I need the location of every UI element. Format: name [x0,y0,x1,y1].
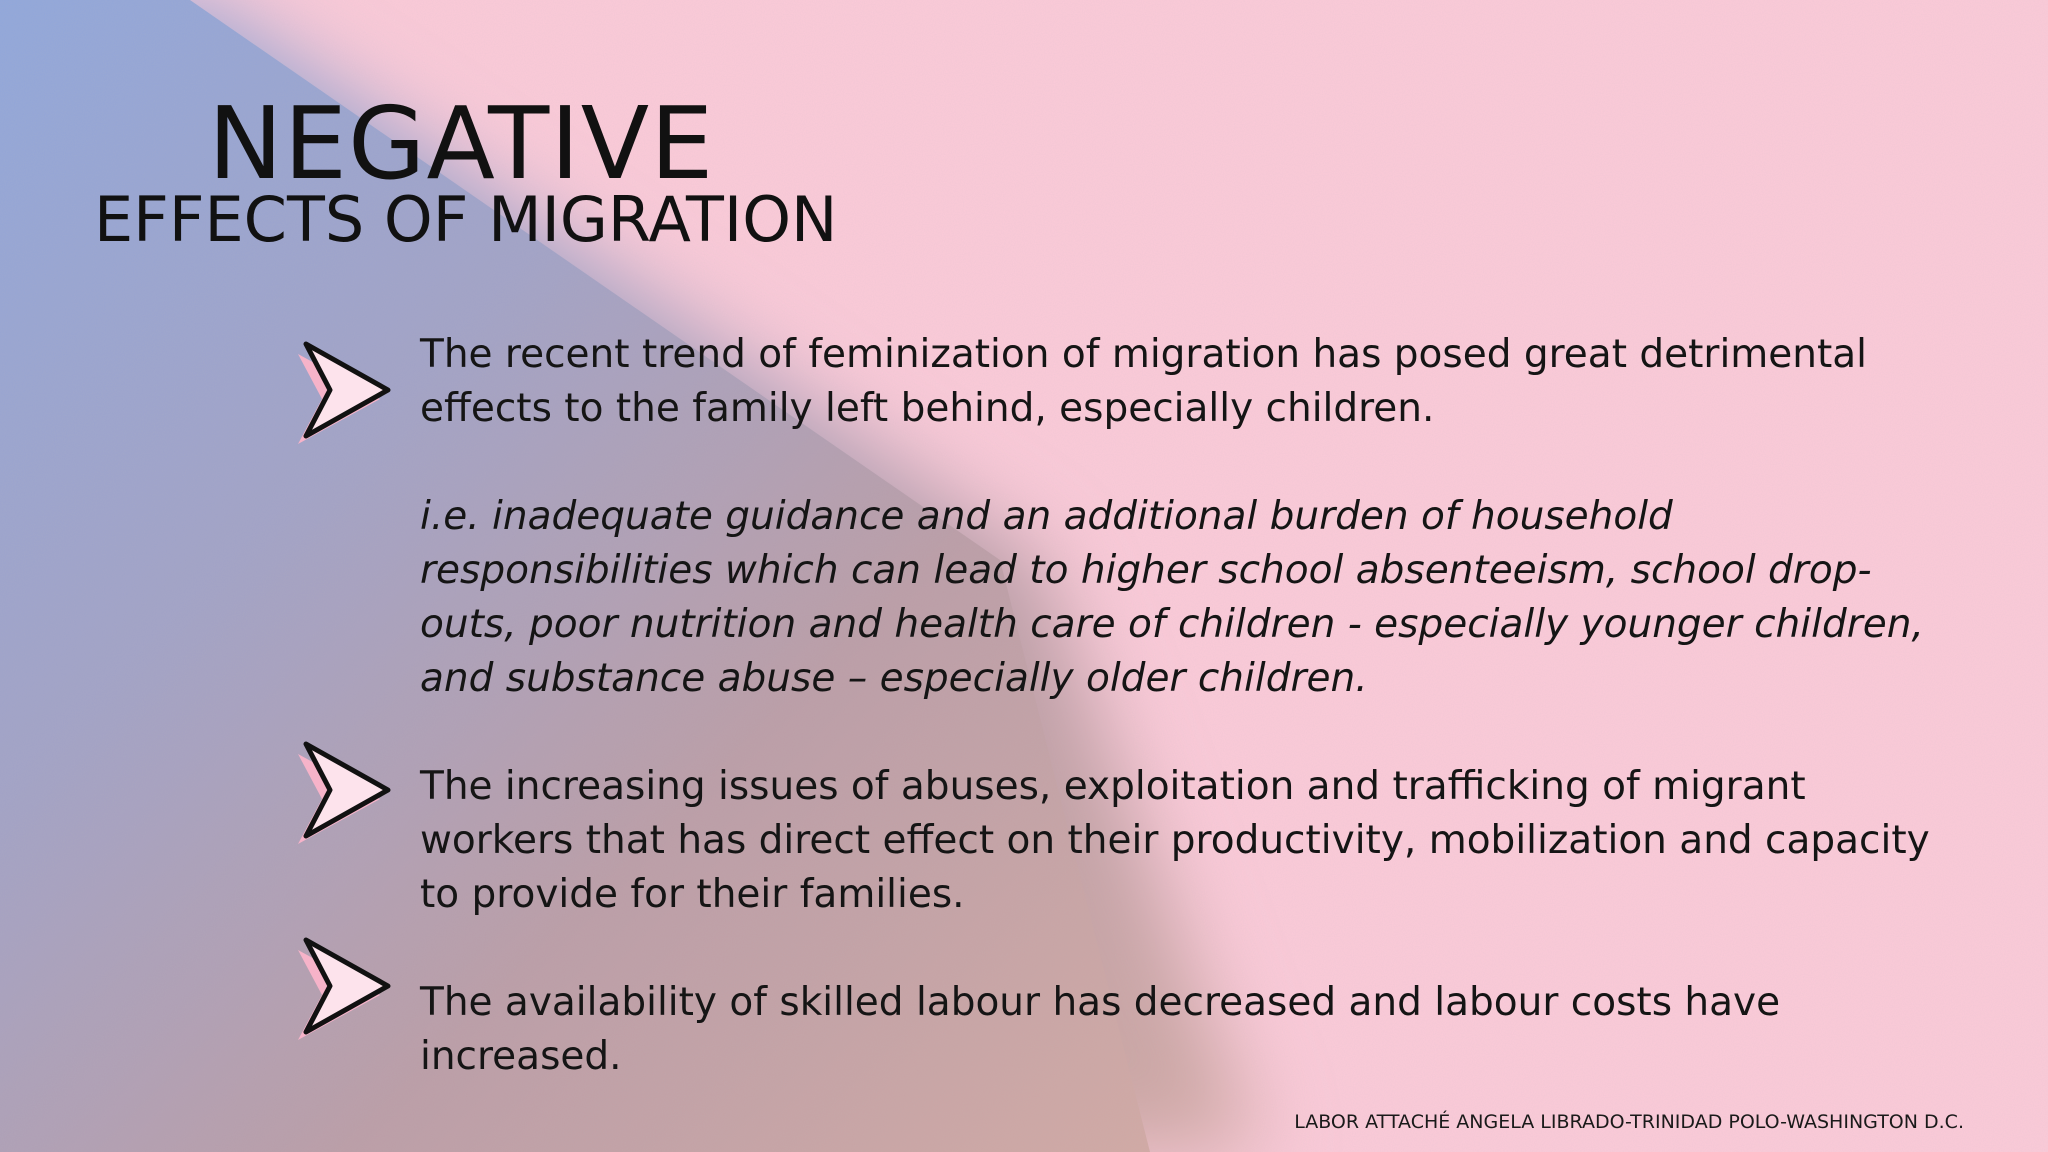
bullet-text-2: The increasing issues of abuses, exploitation and trafficking of migrant workers that has direct effect on their productivity, mobilization and capacity to provide for their families. [420,764,1930,917]
slide-subtitle: EFFECTS OF MIGRATION [94,183,838,256]
bullet-text-3: The availability of skilled labour has decreased and labour costs have increased. [420,980,1781,1079]
bullet-text-1: The recent trend of feminization of migration has posed great detrimental effects to the family left behind, especially children. [420,332,1868,431]
example-text: i.e. inadequate guidance and an additional burden of household responsibilities which can lead to higher school absenteeism, school drop-outs, poor nutrition and health care of children - especially younger children, and substance abuse – especially older children. [420,494,1924,701]
chevron-right-icon [296,340,392,446]
slide-title: NEGATIVE [208,85,715,202]
chevron-right-icon [296,936,392,1042]
chevron-right-icon [296,740,392,846]
footer-credit: LABOR ATTACHÉ ANGELA LIBRADO-TRINIDAD POLO-WASHINGTON D.C. [1294,1111,1964,1133]
